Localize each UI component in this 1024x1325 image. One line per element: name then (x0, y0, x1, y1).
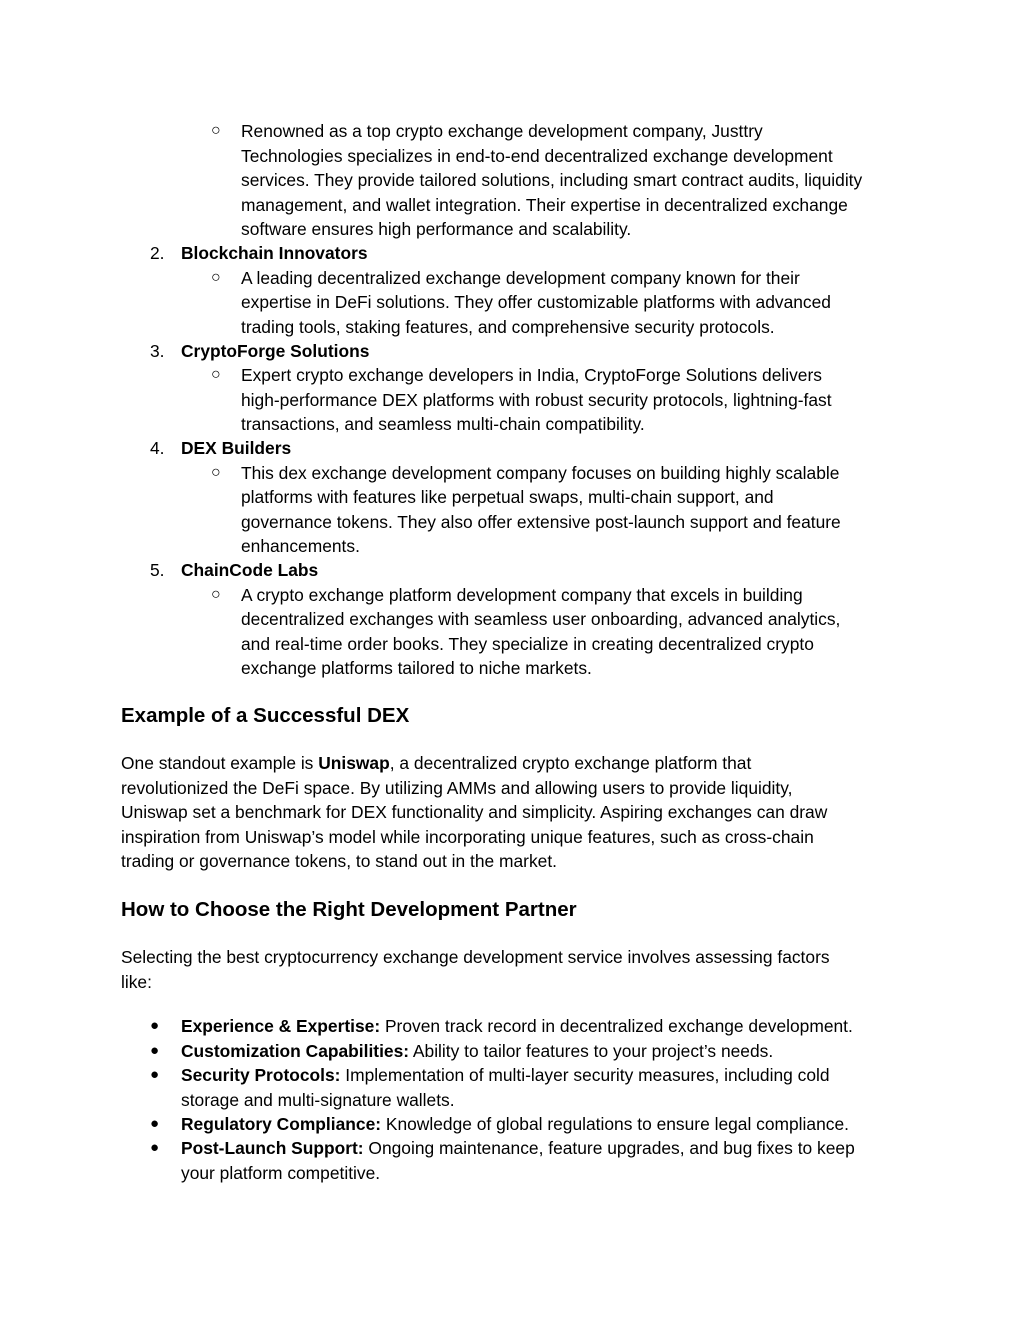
company-name: DEX Builders (181, 438, 292, 458)
company-desc-line: transactions, and seamless multi-chain compatibility. (241, 414, 645, 434)
paragraph-line: like: (121, 971, 152, 992)
bullet-dot: ● (150, 1114, 160, 1132)
intro-line: Renowned as a top crypto exchange development company, Justtry (241, 121, 763, 141)
factor-label: Regulatory Compliance: (181, 1113, 382, 1134)
factor-line (181, 1063, 830, 1087)
bullet-dot: ● (150, 1041, 160, 1059)
factor-label: Experience & Expertise: (181, 1016, 381, 1036)
factor-label: Post-Launch Support: (181, 1138, 364, 1158)
sub-bullet: ○ (211, 122, 221, 139)
factor-label: Customization Capabilities: (181, 1040, 410, 1061)
factor-line (181, 1039, 773, 1063)
section-heading: How to Choose the Right Development Partner (121, 898, 577, 921)
list-number: 4. (150, 438, 165, 458)
factor-line: your platform competitive. (181, 1162, 381, 1183)
factor-line (181, 1112, 849, 1136)
section-heading: Example of a Successful DEX (121, 704, 410, 727)
factor-text: Implementation of multi-layer security measures, including cold (340, 1065, 830, 1085)
company-desc-line: A crypto exchange platform development company that excels in building (241, 584, 803, 605)
company-desc-line: This dex exchange development company focuses on building highly scalable (241, 462, 840, 483)
paragraph-line (121, 751, 751, 775)
paragraph-line: Uniswap set a benchmark for DEX functionality and simplicity. Aspiring exchanges can draw (121, 802, 828, 822)
company-desc-line: A leading decentralized exchange development company known for their (241, 267, 800, 288)
bullet-dot: ● (150, 1017, 160, 1034)
company-name: ChainCode Labs (181, 560, 319, 580)
paragraph-line: inspiration from Uniswap’s model while incorporating unique features, such as cross-chain (121, 826, 814, 847)
paragraph-line: revolutionized the DeFi space. By utilizing AMMs and allowing users to provide liquidity, (121, 777, 793, 798)
sub-bullet: ○ (211, 366, 221, 383)
company-desc-line: decentralized exchanges with seamless user onboarding, advanced analytics, (241, 609, 841, 629)
company-desc-line: high-performance DEX platforms with robust security protocols, lightning-fast (241, 389, 832, 410)
factor-text: Ability to tailor features to your project’s needs. (409, 1040, 774, 1061)
factor-text: Knowledge of global regulations to ensure legal compliance. (381, 1113, 849, 1134)
company-desc-line: trading tools, staking features, and comprehensive security protocols. (241, 316, 775, 337)
factor-label: Security Protocols: (181, 1065, 341, 1085)
factor-line (181, 1014, 853, 1038)
company-desc-line: governance tokens. They also offer extensive post-launch support and feature (241, 511, 841, 532)
intro-line: services. They provide tailored solutions, including smart contract audits, liquidity (241, 170, 863, 190)
factor-text: Ongoing maintenance, feature upgrades, and bug fixes to keep (363, 1138, 855, 1158)
list-number: 3. (150, 340, 165, 361)
company-desc-line: enhancements. (241, 536, 360, 556)
paragraph-text: One standout example is (121, 753, 319, 773)
company-desc-line: and real-time order books. They specialize in creating decentralized crypto (241, 633, 814, 654)
company-name: Blockchain Innovators (181, 243, 368, 263)
sub-bullet: ○ (211, 585, 221, 603)
company-desc-line: Expert crypto exchange developers in India, CryptoForge Solutions delivers (241, 365, 822, 385)
paragraph-line: trading or governance tokens, to stand out in the market. (121, 851, 557, 871)
intro-line: software ensures high performance and scalability. (241, 219, 632, 239)
paragraph-text: , a decentralized crypto exchange platform that (389, 753, 752, 773)
factor-line: storage and multi-signature wallets. (181, 1089, 455, 1110)
company-desc-line: platforms with features like perpetual swaps, multi-chain support, and (241, 487, 774, 507)
paragraph-line: Selecting the best cryptocurrency exchange development service involves assessing factors (121, 947, 830, 967)
sub-bullet: ○ (211, 463, 221, 481)
company-desc-line: expertise in DeFi solutions. They offer customizable platforms with advanced (241, 292, 831, 312)
bullet-dot: ● (150, 1139, 160, 1156)
factor-text: Proven track record in decentralized exchange development. (380, 1016, 853, 1036)
company-desc-line: exchange platforms tailored to niche markets. (241, 658, 592, 678)
paragraph-bold-text: Uniswap (318, 753, 390, 773)
intro-line: Technologies specializes in end-to-end decentralized exchange development (241, 145, 833, 166)
intro-line: management, and wallet integration. Their expertise in decentralized exchange (241, 194, 848, 215)
factor-line (181, 1136, 855, 1160)
company-name: CryptoForge Solutions (181, 340, 370, 361)
bullet-dot: ● (150, 1066, 160, 1083)
sub-bullet: ○ (211, 268, 221, 286)
list-number: 5. (150, 560, 165, 580)
list-number: 2. (150, 243, 165, 263)
